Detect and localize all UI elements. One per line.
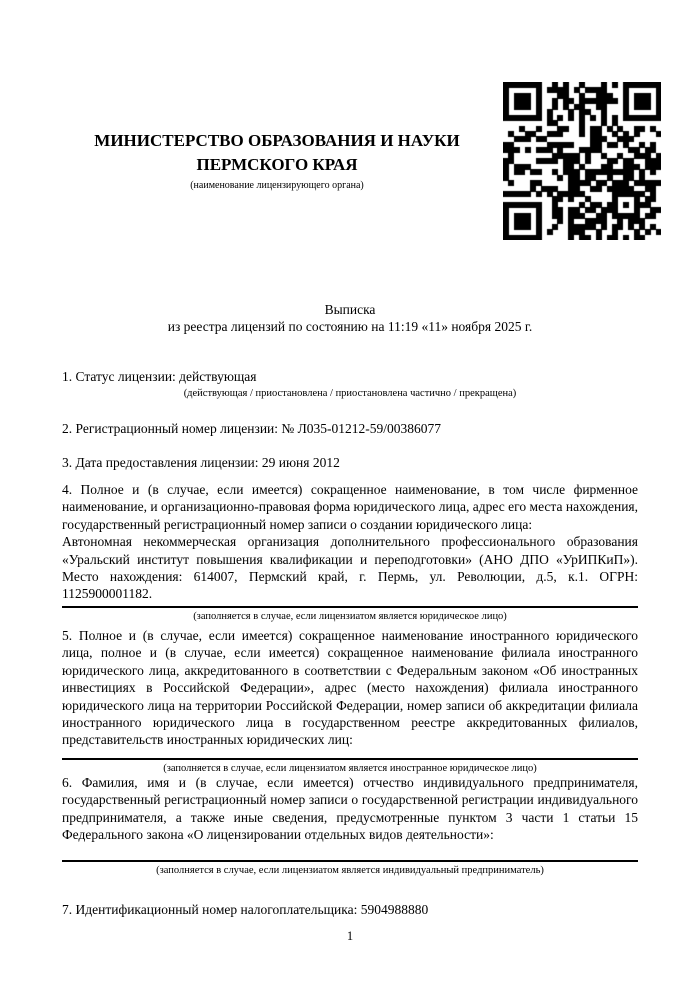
legal-entity-caption: (заполняется в случае, если лицензиатом является юридическое лицо): [193, 610, 507, 622]
section-foreign-entity: [62, 627, 638, 775]
page-number: 1: [346, 929, 354, 943]
licensing-authority-caption: (наименование лицензирующего органа): [190, 180, 364, 191]
ministry-name-line1: МИНИСТЕРСТВО ОБРАЗОВАНИЯ И НАУКИ: [94, 131, 460, 150]
fill-line-entrepreneur: [62, 860, 638, 862]
section-legal-entity: [62, 481, 638, 623]
subtitle-line: из реестра лицензий по состоянию на 11:19 «11» ноября 2025 г.: [167, 319, 533, 335]
document-title: [62, 301, 638, 336]
fill-line-foreign-entity: [62, 758, 638, 760]
title-line: Выписка: [324, 302, 376, 317]
registration-number-text: 2. Регистрационный номер лицензии: № Л035-01212-59/00386077: [62, 421, 442, 436]
entrepreneur-label: 6. Фамилия, имя и (в случае, если имеется) отчество индивидуального предпринимателя, государственный регистрационный номер записи о государственной регистрации индивидуального предпринимателя, а также иные сведения, предусмотренные пунктом 3 части 1 статьи 15 Федерального закона «О лицензировании отдельных видов деятельности»:: [62, 775, 638, 843]
licensing-authority-header: [62, 129, 492, 192]
field-taxpayer-id: [62, 901, 638, 918]
field-grant-date: [62, 454, 638, 471]
qr-code-icon: [503, 82, 661, 240]
legal-entity-label: 4. Полное и (в случае, если имеется) сокращенное наименование, в том числе фирменное наименование, и организационно-правовая форма юридического лица, адрес его места нахождения, государственный регистрационный номер записи о создании юридического лица:: [62, 482, 638, 532]
section-entrepreneur: [62, 774, 638, 877]
entrepreneur-caption: (заполняется в случае, если лицензиатом является индивидуальный предприниматель): [156, 864, 544, 876]
license-status-options-caption: (действующая / приостановлена / приостановлена частично / прекращена): [183, 388, 517, 400]
taxpayer-id-text: 7. Идентификационный номер налогоплательщика: 5904988880: [62, 902, 429, 917]
foreign-entity-caption: (заполняется в случае, если лицензиатом является иностранное юридическое лицо): [163, 762, 537, 774]
foreign-entity-label: 5. Полное и (в случае, если имеется) сокращенное наименование иностранного юридического лица, полное и (в случае, если имеется) сокращенное наименование филиала иностранного юридического лица, аккредитованного в соответствии с Федеральным законом «Об иностранных инвестициях в Российской Федерации», адрес (место нахождения) филиала иностранного юридического лица на территории Российской Федерации, номер записи об аккредитации филиала иностранного юридического лица в государственном реестре аккредитованных филиалов, представительств иностранных юридических лиц:: [62, 628, 638, 748]
fill-line-legal-entity: [62, 606, 638, 608]
license-status-text: 1. Статус лицензии: действующая: [62, 369, 257, 384]
grant-date-text: 3. Дата предоставления лицензии: 29 июня 2012: [62, 455, 340, 470]
field-registration-number: [62, 420, 638, 437]
legal-entity-value: Автономная некоммерческая организация дополнительного профессионального образования «Уральский институт повышения квалификации и переподготовки» (АНО ДПО «УрИПКиП»). Место нахождения: 614007, Пермский край, г. Пермь, ул. Революции, д.5, к.1. ОГРН: 1125900001182.: [62, 534, 638, 602]
ministry-name-line2: ПЕРМСКОГО КРАЯ: [196, 155, 358, 174]
field-license-status: [62, 368, 638, 400]
